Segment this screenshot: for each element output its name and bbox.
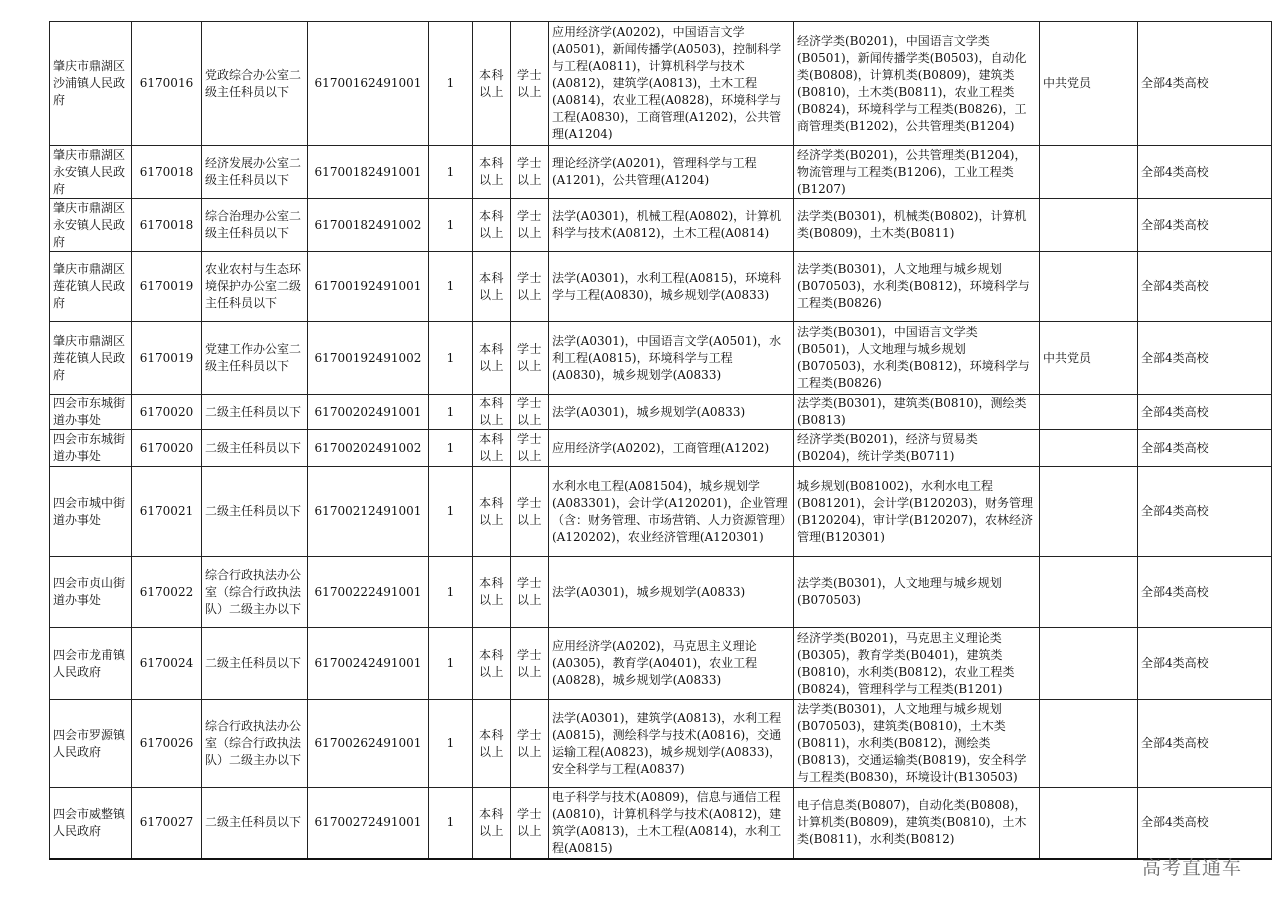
cell-education: 本科以上: [473, 322, 511, 395]
cell-other: [1040, 395, 1138, 430]
cell-degree: 学士以上: [511, 430, 549, 467]
cell-count: 1: [429, 467, 473, 557]
cell-undergrad-major: 法学类(B0301)，人文地理与城乡规划(B070503)，水利类(B0812)，环境科学与工程类(B0826): [794, 252, 1040, 322]
cell-postgrad-major: 法学(A0301)，城乡规划学(A0833): [549, 557, 794, 628]
cell-education: 本科以上: [473, 467, 511, 557]
cell-unit-code: 6170022: [132, 557, 202, 628]
cell-unit-code: 6170018: [132, 146, 202, 199]
cell-degree: 学士以上: [511, 199, 549, 252]
cell-count: 1: [429, 788, 473, 859]
cell-degree: 学士以上: [511, 700, 549, 788]
cell-unit-code: 6170018: [132, 199, 202, 252]
cell-unit: 四会市威整镇人民政府: [50, 788, 132, 859]
table-row: [50, 22, 1272, 146]
cell-other: [1040, 199, 1138, 252]
cell-unit: 肇庆市鼎湖区莲花镇人民政府: [50, 252, 132, 322]
cell-other: [1040, 467, 1138, 557]
cell-position: 农业农村与生态环境保护办公室二级主任科员以下: [202, 252, 308, 322]
cell-education: 本科以上: [473, 146, 511, 199]
cell-postgrad-major: 法学(A0301)，城乡规划学(A0833): [549, 395, 794, 430]
cell-position-code: 61700262491001: [308, 700, 429, 788]
cell-count: 1: [429, 199, 473, 252]
cell-education: 本科以上: [473, 700, 511, 788]
cell-unit-code: 6170019: [132, 252, 202, 322]
cell-other: [1040, 146, 1138, 199]
cell-degree: 学士以上: [511, 395, 549, 430]
cell-degree: 学士以上: [511, 788, 549, 859]
cell-position: 综合行政执法办公室（综合行政执法队）二级主办以下: [202, 557, 308, 628]
cell-unit: 四会市龙甫镇人民政府: [50, 628, 132, 700]
cell-undergrad-major: 电子信息类(B0807)，自动化类(B0808)，计算机类(B0809)，建筑类(B0810)，土木类(B0811)，水利类(B0812): [794, 788, 1040, 859]
table-row: [50, 430, 1272, 467]
cell-unit-code: 6170019: [132, 322, 202, 395]
cell-schools: 全部4类高校: [1138, 467, 1272, 557]
cell-unit: 四会市罗源镇人民政府: [50, 700, 132, 788]
cell-other: [1040, 430, 1138, 467]
cell-other: [1040, 252, 1138, 322]
cell-postgrad-major: 应用经济学(A0202)，马克思主义理论(A0305)，教育学(A0401)，农业工程(A0828)，城乡规划学(A0833): [549, 628, 794, 700]
table-row: [50, 395, 1272, 430]
cell-education: 本科以上: [473, 252, 511, 322]
cell-schools: 全部4类高校: [1138, 430, 1272, 467]
cell-undergrad-major: 法学类(B0301)，中国语言文学类(B0501)，人文地理与城乡规划(B070503)，水利类(B0812)，环境科学与工程类(B0826): [794, 322, 1040, 395]
cell-undergrad-major: 法学类(B0301)，人文地理与城乡规划(B070503): [794, 557, 1040, 628]
cell-unit: 肇庆市鼎湖区永安镇人民政府: [50, 199, 132, 252]
cell-unit-code: 6170016: [132, 22, 202, 146]
cell-education: 本科以上: [473, 788, 511, 859]
cell-position: 党建工作办公室二级主任科员以下: [202, 322, 308, 395]
table-row: [50, 467, 1272, 557]
cell-position: 二级主任科员以下: [202, 788, 308, 859]
cell-unit: 四会市城中街道办事处: [50, 467, 132, 557]
cell-schools: 全部4类高校: [1138, 146, 1272, 199]
cell-position: 党政综合办公室二级主任科员以下: [202, 22, 308, 146]
table-row: [50, 628, 1272, 700]
cell-position-code: 61700212491001: [308, 467, 429, 557]
cell-position: 经济发展办公室二级主任科员以下: [202, 146, 308, 199]
cell-count: 1: [429, 322, 473, 395]
cell-position-code: 61700272491001: [308, 788, 429, 859]
cell-postgrad-major: 水利水电工程(A081504)，城乡规划学(A083301)，会计学(A120201)，企业管理（含：财务管理、市场营销、人力资源管理）(A120202)，农业经济管理(A120301): [549, 467, 794, 557]
cell-count: 1: [429, 628, 473, 700]
cell-unit: 肇庆市鼎湖区沙浦镇人民政府: [50, 22, 132, 146]
cell-undergrad-major: 经济学类(B0201)，中国语言文学类(B0501)，新闻传播学类(B0503)，自动化类(B0808)，计算机类(B0809)，建筑类(B0810)，土木类(B0811)，农业工程类(B0824)，环境科学与工程类(B0826)，工商管理类(B1202)，公共管理类(B1204): [794, 22, 1040, 146]
cell-degree: 学士以上: [511, 628, 549, 700]
cell-education: 本科以上: [473, 430, 511, 467]
cell-position: 综合行政执法办公室（综合行政执法队）二级主办以下: [202, 700, 308, 788]
cell-unit: 肇庆市鼎湖区永安镇人民政府: [50, 146, 132, 199]
cell-count: 1: [429, 700, 473, 788]
cell-undergrad-major: 经济学类(B0201)，公共管理类(B1204)，物流管理与工程类(B1206)，工业工程类(B1207): [794, 146, 1040, 199]
cell-unit: 四会市东城街道办事处: [50, 395, 132, 430]
cell-schools: 全部4类高校: [1138, 395, 1272, 430]
cell-other: 中共党员: [1040, 322, 1138, 395]
cell-schools: 全部4类高校: [1138, 252, 1272, 322]
cell-unit-code: 6170024: [132, 628, 202, 700]
cell-postgrad-major: 理论经济学(A0201)，管理科学与工程(A1201)，公共管理(A1204): [549, 146, 794, 199]
cell-position: 二级主任科员以下: [202, 467, 308, 557]
cell-schools: 全部4类高校: [1138, 22, 1272, 146]
cell-undergrad-major: 法学类(B0301)，人文地理与城乡规划(B070503)，建筑类(B0810)，土木类(B0811)，水利类(B0812)，测绘类(B0813)，交通运输类(B0819)，安全科学与工程类(B0830)，环境设计(B130503): [794, 700, 1040, 788]
cell-unit-code: 6170020: [132, 430, 202, 467]
cell-position-code: 61700162491001: [308, 22, 429, 146]
cell-postgrad-major: 应用经济学(A0202)，中国语言文学(A0501)，新闻传播学(A0503)，控制科学与工程(A0811)，计算机科学与技术(A0812)，建筑学(A0813)，土木工程(A0814)，农业工程(A0828)，环境科学与工程(A0830)，工商管理(A1202)，公共管理(A1204): [549, 22, 794, 146]
cell-count: 1: [429, 395, 473, 430]
cell-unit-code: 6170021: [132, 467, 202, 557]
cell-schools: 全部4类高校: [1138, 788, 1272, 859]
cell-postgrad-major: 法学(A0301)，建筑学(A0813)，水利工程(A0815)，测绘科学与技术(A0816)，交通运输工程(A0823)，城乡规划学(A0833)，安全科学与工程(A0837): [549, 700, 794, 788]
table-body: [50, 22, 1272, 859]
cell-count: 1: [429, 22, 473, 146]
watermark-text: 高考直通车: [1142, 857, 1243, 879]
cell-position-code: 61700182491002: [308, 199, 429, 252]
cell-unit: 四会市东城街道办事处: [50, 430, 132, 467]
cell-position-code: 61700202491001: [308, 395, 429, 430]
recruitment-table: [49, 21, 1272, 860]
cell-education: 本科以上: [473, 628, 511, 700]
cell-unit-code: 6170026: [132, 700, 202, 788]
table-row: [50, 322, 1272, 395]
cell-degree: 学士以上: [511, 146, 549, 199]
cell-schools: 全部4类高校: [1138, 628, 1272, 700]
cell-position: 二级主任科员以下: [202, 628, 308, 700]
cell-unit-code: 6170027: [132, 788, 202, 859]
cell-position-code: 61700202491002: [308, 430, 429, 467]
cell-postgrad-major: 电子科学与技术(A0809)，信息与通信工程(A0810)，计算机科学与技术(A0812)，建筑学(A0813)，土木工程(A0814)，水利工程(A0815): [549, 788, 794, 859]
cell-unit-code: 6170020: [132, 395, 202, 430]
cell-position-code: 61700192491002: [308, 322, 429, 395]
table-row: [50, 788, 1272, 859]
cell-postgrad-major: 法学(A0301)，机械工程(A0802)，计算机科学与技术(A0812)，土木工程(A0814): [549, 199, 794, 252]
cell-count: 1: [429, 430, 473, 467]
cell-postgrad-major: 应用经济学(A0202)，工商管理(A1202): [549, 430, 794, 467]
cell-position-code: 61700182491001: [308, 146, 429, 199]
cell-position: 二级主任科员以下: [202, 395, 308, 430]
cell-count: 1: [429, 557, 473, 628]
table-row: [50, 557, 1272, 628]
cell-undergrad-major: 经济学类(B0201)，经济与贸易类(B0204)，统计学类(B0711): [794, 430, 1040, 467]
cell-degree: 学士以上: [511, 22, 549, 146]
cell-schools: 全部4类高校: [1138, 199, 1272, 252]
cell-education: 本科以上: [473, 395, 511, 430]
cell-unit: 肇庆市鼎湖区莲花镇人民政府: [50, 322, 132, 395]
cell-undergrad-major: 法学类(B0301)，建筑类(B0810)，测绘类(B0813): [794, 395, 1040, 430]
cell-unit: 四会市贞山街道办事处: [50, 557, 132, 628]
cell-schools: 全部4类高校: [1138, 700, 1272, 788]
cell-degree: 学士以上: [511, 557, 549, 628]
cell-degree: 学士以上: [511, 322, 549, 395]
cell-position-code: 61700242491001: [308, 628, 429, 700]
cell-other: [1040, 557, 1138, 628]
cell-degree: 学士以上: [511, 467, 549, 557]
cell-schools: 全部4类高校: [1138, 322, 1272, 395]
cell-education: 本科以上: [473, 22, 511, 146]
cell-schools: 全部4类高校: [1138, 557, 1272, 628]
cell-undergrad-major: 经济学类(B0201)，马克思主义理论类(B0305)，教育学类(B0401)，建筑类(B0810)，水利类(B0812)，农业工程类(B0824)，管理科学与工程类(B1201): [794, 628, 1040, 700]
cell-position-code: 61700222491001: [308, 557, 429, 628]
cell-count: 1: [429, 146, 473, 199]
cell-undergrad-major: 城乡规划(B081002)，水利水电工程(B081201)，会计学(B120203)，财务管理(B120204)，审计学(B120207)，农林经济管理(B120301): [794, 467, 1040, 557]
table-row: [50, 146, 1272, 199]
cell-other: [1040, 628, 1138, 700]
cell-other: [1040, 700, 1138, 788]
cell-position: 综合治理办公室二级主任科员以下: [202, 199, 308, 252]
cell-other: [1040, 788, 1138, 859]
cell-position: 二级主任科员以下: [202, 430, 308, 467]
table-row: [50, 199, 1272, 252]
cell-count: 1: [429, 252, 473, 322]
table-row: [50, 700, 1272, 788]
cell-degree: 学士以上: [511, 252, 549, 322]
cell-postgrad-major: 法学(A0301)，中国语言文学(A0501)，水利工程(A0815)，环境科学与工程(A0830)，城乡规划学(A0833): [549, 322, 794, 395]
cell-education: 本科以上: [473, 557, 511, 628]
cell-undergrad-major: 法学类(B0301)，机械类(B0802)，计算机类(B0809)，土木类(B0811): [794, 199, 1040, 252]
cell-position-code: 61700192491001: [308, 252, 429, 322]
table-row: [50, 252, 1272, 322]
cell-other: 中共党员: [1040, 22, 1138, 146]
cell-postgrad-major: 法学(A0301)，水利工程(A0815)，环境科学与工程(A0830)，城乡规划学(A0833): [549, 252, 794, 322]
cell-education: 本科以上: [473, 199, 511, 252]
